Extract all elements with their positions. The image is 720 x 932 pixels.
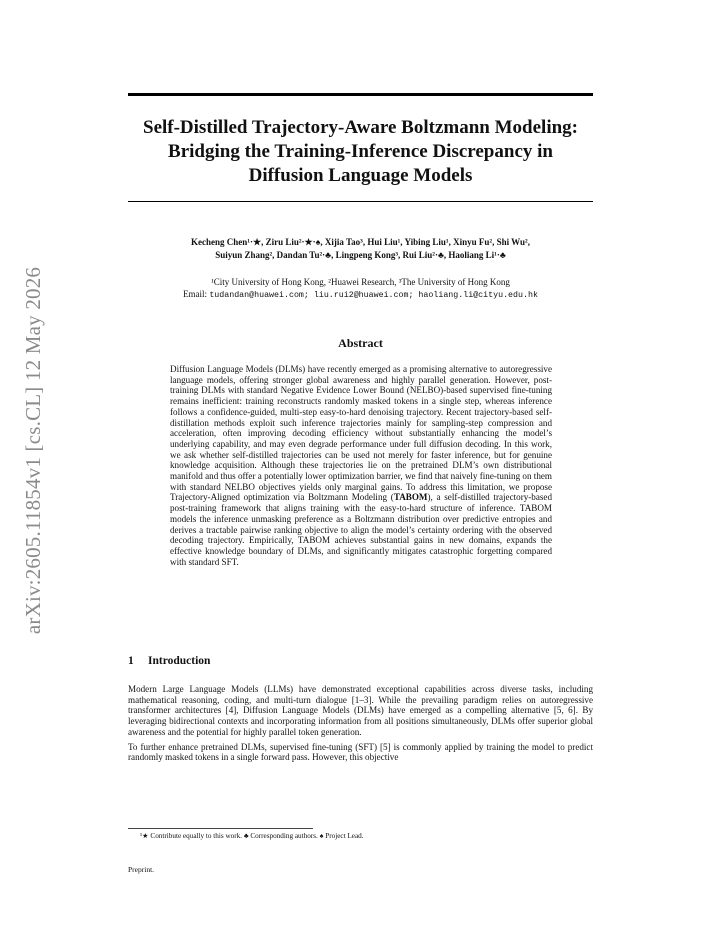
email-label: Email: — [183, 289, 208, 299]
paper-title — [128, 116, 593, 188]
method-name: Trajectory-Aligned optimization via Boltzmann Modeling — [170, 492, 388, 503]
intro-paragraph-2: To further enhance pretrained DLMs, supervised fine-tuning (SFT) [5] is commonly applied by training the model to predict randomly masked tokens in a single forward pass. However, this objective — [128, 741, 593, 763]
intro-paragraph-1: Modern Large Language Models (LLMs) have demonstrated exceptional capabilities across diverse tasks, including mathematical reasoning, coding, and multi-turn dialogue [1–3]. While the prevailing paradigm relies on autoregressive transformer architectures [4], Diffusion Language Models (DLMs) have emerged as a compelling alternative [5, 6]. By leveraging bidirectional contexts and incorporating information from all positions simultaneously, DLMs offer superior global awareness and the potential for highly parallel token generation. — [128, 684, 593, 737]
section-number: 1 — [128, 655, 134, 667]
affiliations: ¹City University of Hong Kong, ²Huawei Research, ³The University of Hong Kong — [211, 277, 510, 287]
footnote-rule — [128, 828, 313, 829]
title-top-rule — [128, 93, 593, 96]
section-heading-introduction — [128, 655, 210, 667]
title-bottom-rule — [128, 201, 593, 202]
abstract-heading: Abstract — [338, 336, 383, 350]
affiliations-block — [128, 276, 593, 302]
author-list — [128, 236, 593, 262]
introduction-body — [128, 684, 593, 767]
abstract-body — [170, 364, 552, 567]
email-addresses[interactable]: tudandan@huawei.com; liu.rui2@huawei.com; haoliang.li@cityu.edu.hk — [209, 291, 538, 300]
author-line: Suiyun Zhang², Dandan Tu²·♣, Lingpeng Kong³, Rui Liu²·♣, Haoliang Li¹·♣ — [215, 250, 506, 260]
arxiv-sidebar-stamp — [14, 260, 54, 640]
abstract-text-end: , a self-distilled trajectory-based post-training framework that aligns training with the easy-to-hard structure of inference. TABOM models the inference unmasking preference as a Boltzmann distribution over predictive entropies and derives a tractable pairwise ranking objective to align the model’s certainty ordering with the observed decoding trajectory. Empirically, TABOM achieves substantial gains in new domains, expands the effective knowledge boundary of DLMs, and significantly mitigates catastrophic forgetting compared with standard SFT. — [170, 492, 552, 567]
author-line: Kecheng Chen¹·★, Ziru Liu²·★·♠, Xijia Tao³, Hui Liu¹, Yibing Liu¹, Xinyu Fu², Shi Wu², — [191, 237, 530, 247]
abstract-text: Diffusion Language Models (DLMs) have recently emerged as a promising alternative to autoregressive language models, offering stronger global awareness and highly parallel generation. However, post-training DLMs with standard Negative Evidence Lower Bound (NELBO)-based supervised fine-tuning remains inefficient: training reconstructs randomly masked tokens in a single step, whereas inference follows a confidence-guided, multi-step easy-to-hard denoising trajectory. Recent trajectory-based self-distillation methods exploit such inference trajectories mainly for sampling-step compression and acceleration, often improving decoding efficiency without substantially enhancing the model’s underlying capability, and may even degrade performance under full diffusion decoding. In this work, we ask whether self-distilled trajectories can be used not merely for faster inference, but for genuine knowledge acquisition. Although these trajectories lie on the pretrained DLM’s own distributional manifold and thus offer a potentially lower optimization barrier, we find that naively fine-tuning on them with standard NELBO objectives yields only marginal gains. To address this limitation, we propose — [170, 364, 552, 492]
method-acronym: TABOM — [393, 492, 428, 503]
abstract-paragraph: Diffusion Language Models (DLMs) have recently emerged as a promising alternative to autoregressive language models, offering stronger global awareness and highly parallel generation. However, post-training DLMs with standard Negative Evidence Lower Bound (NELBO)-based supervised fine-tuning remains inefficient: training reconstructs randomly masked tokens in a single step, whereas inference follows a confidence-guided, multi-step easy-to-hard denoising trajectory. Recent trajectory-based self-distillation methods exploit such inference trajectories mainly for sampling-step compression and acceleration, often improving decoding efficiency without substantially enhancing the model’s underlying capability, and may even degrade performance under full diffusion decoding. In this work, we ask whether self-distilled trajectories can be used not merely for faster inference, but for genuine knowledge acquisition. Although these trajectories lie on the pretrained DLM’s own distributional manifold and thus offer a potentially lower optimization barrier, we find that naively fine-tuning on them with standard NELBO objectives yields only marginal gains. To address this limitation, we propose Trajectory-Aligned optimization via Boltzmann Modeling (TABOM), a self-distilled trajectory-based post-training framework that aligns training with the easy-to-hard structure of inference. TABOM models the inference unmasking preference as a Boltzmann distribution over predictive entropies and derives a tractable pairwise ranking objective to align the model’s certainty ordering with the observed decoding trajectory. Empirically, TABOM achieves substantial gains in new domains, expands the effective knowledge boundary of DLMs, and significantly mitigates catastrophic forgetting compared with standard SFT. — [170, 364, 552, 567]
arxiv-identifier: arXiv:2605.11854v1 [cs.CL] 12 May 2026 — [21, 266, 46, 634]
footnote: ¹★ Contribute equally to this work. ♣ Corresponding authors. ♠ Project Lead. — [140, 832, 364, 840]
title-line: Bridging the Training-Inference Discrepancy in — [168, 141, 553, 162]
footer-preprint: Preprint. — [128, 865, 155, 874]
email-line — [128, 288, 593, 302]
title-line: Self-Distilled Trajectory-Aware Boltzmann Modeling: — [143, 117, 578, 138]
title-line: Diffusion Language Models — [248, 165, 473, 186]
section-title: Introduction — [148, 655, 211, 667]
